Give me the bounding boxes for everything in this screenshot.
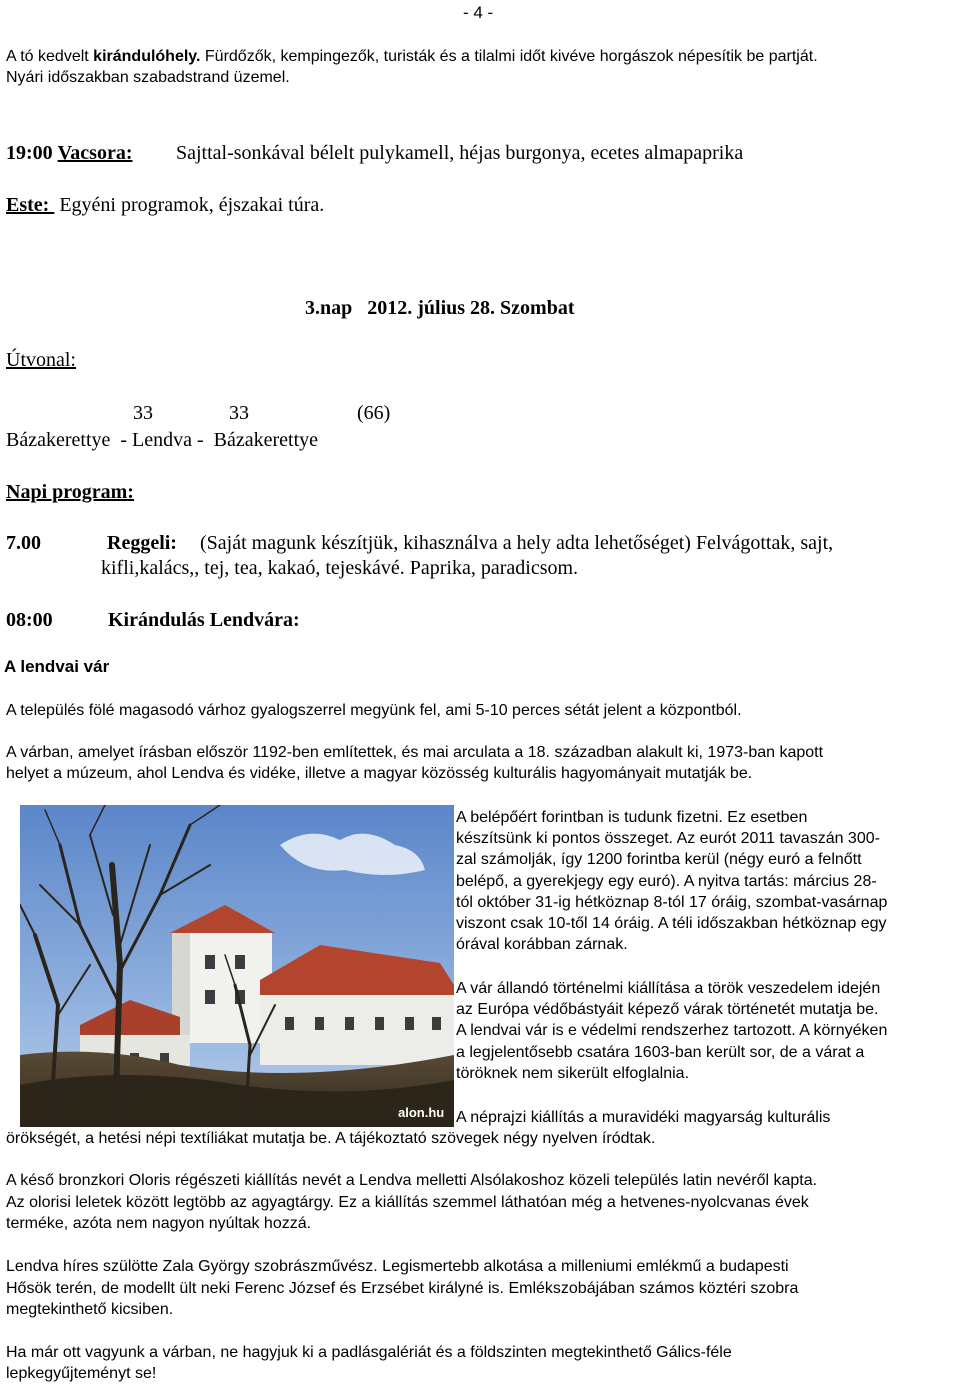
castle-heading: A lendvai vár <box>4 657 110 676</box>
castle-paragraph-1: A település fölé magasodó várhoz gyalogszerrel megyünk fel, ami 5-10 perces sétát jelent a központból. <box>6 702 742 719</box>
intro-rest: Fürdőzők, kempingezők, turisták és a tilalmi időt kivéve horgászok népesítik be partját. <box>200 48 818 65</box>
side-text-1-line: viszont csak 10-től 14 óráig. A téli időszakban hétköznap egy <box>456 915 887 932</box>
breakfast-line-2: kifli,kalács,, tej, tea, kakaó, tejeskávé. Paprika, paradicsom. <box>101 557 579 579</box>
side-text-1-line: zal számolják, így 1200 forintba kerül (négy euró a felnőtt <box>456 851 862 868</box>
route-distance-total: (66) <box>357 402 391 424</box>
oloris-line-2: Az olorisi leletek között legtöbb az agyagtárgy. Ez a kiállítás szemmel láthatóan még a hetvenes-nyolcvanas évek <box>6 1194 809 1211</box>
breakfast-time: 7.00 <box>6 532 41 554</box>
evening-label: Este: <box>6 194 55 216</box>
side-text-2-line: A lendvai vár is e védelmi rendszerhez tartozott. A környéken <box>456 1022 888 1039</box>
side-text-2-line: töröknek nem sikerült elfoglalnia. <box>456 1065 690 1082</box>
zala-line-3: megtekinthető kicsiben. <box>6 1301 174 1318</box>
side-text-1-line: A belépőért forintban is tudunk fizetni. Ez esetben <box>456 809 808 826</box>
evening-row <box>6 193 324 217</box>
page-number: - 4 - <box>463 3 494 22</box>
side-text-1-line: tól október 31-ig hétköznap 8-tól 17 óráig, szombat-vasárnap <box>456 894 888 911</box>
intro-prefix: A tó kedvelt <box>6 48 94 65</box>
side-text-1-line: készítsünk ki pontos összeget. Az eurót 2011 tavaszán 300- <box>456 830 880 847</box>
dinner-text: Sajttal-sonkával bélelt pulykamell, héjas burgonya, ecetes almapaprika <box>176 142 744 164</box>
side-text-2-line: A vár állandó történelmi kiállítása a török veszedelem idején <box>456 980 881 997</box>
side-text-1-line: órával korábban zárnak. <box>456 936 628 953</box>
route-label: Útvonal: <box>6 349 76 371</box>
zala-line-1: Lendva híres szülötte Zala György szobrászművész. Legismertebb alkotása a milleniumi emlékmű a budapesti <box>6 1258 789 1275</box>
oloris-line-3: terméke, azóta nem nagyon nyúltak hozzá. <box>6 1215 312 1232</box>
breakfast-line-1: (Saját magunk készítjük, kihasználva a hely adta lehetőséget) Felvágottak, sajt, <box>200 532 834 554</box>
side-text-2-line: az Európa védőbástyáit képező várak történetét mutatja be. <box>456 1001 879 1018</box>
evening-text: Egyéni programok, éjszakai túra. <box>59 194 325 216</box>
photo-watermark: alon.hu <box>398 1105 445 1120</box>
route-distance-1: 33 <box>133 402 153 424</box>
side-text-1-line: belépő, a gyerekjegy egy euró). A nyitva tartás: március 28- <box>456 873 877 890</box>
route-distance-2: 33 <box>229 402 249 424</box>
side-text-2-line: a legjelentősebb csatára 1603-ban került sor, de a várat a <box>456 1044 865 1061</box>
dinner-time: 19:00 Vacsora: <box>6 142 133 164</box>
day-heading: 3.nap 2012. július 28. Szombat <box>305 297 575 319</box>
intro-bold: kirándulóhely. <box>93 48 201 65</box>
castle-illustration <box>20 805 454 1127</box>
excursion-label: Kirándulás Lendvára: <box>108 609 300 631</box>
dinner-label: Vacsora: <box>57 142 133 164</box>
intro-line-1 <box>6 46 818 67</box>
breakfast-label: Reggeli: <box>107 532 177 554</box>
intro-line-2: Nyári időszakban szabadstrand üzemel. <box>6 69 290 86</box>
excursion-time: 08:00 <box>6 609 53 631</box>
castle-paragraph-2-line-1: A várban, amelyet írásban először 1192-ben említettek, és mai arculata a 18. században alakult ki, 1973-ban kapott <box>6 744 824 761</box>
castle-paragraph-2-line-2: helyet a múzeum, ahol Lendva és vidéke, illetve a magyar közösség kulturális hagyományait mutatják be. <box>6 765 753 782</box>
side-text-3-line: A néprajzi kiállítás a muravidéki magyarság kulturális <box>456 1109 831 1126</box>
castle-photo <box>20 805 454 1127</box>
zala-line-2: Hősök terén, de modellt ült neki Ferenc József és Erzsébet királyné is. Emlékszobájában számos köztéri szobra <box>6 1280 799 1297</box>
program-label: Napi program: <box>6 481 134 503</box>
galics-line-1: Ha már ott vagyunk a várban, ne hagyjuk ki a padlásgalériát és a földszinten megtekinthető Gálics-féle <box>6 1344 732 1361</box>
route-path: Bázakerettye - Lendva - Bázakerettye <box>6 429 319 451</box>
oloris-line-1: A késő bronzkori Oloris régészeti kiállítás nevét a Lendva melletti Alsólakoshoz közeli település latin nevéről kapta. <box>6 1172 818 1189</box>
galics-line-2: lepkegyűjteményt se! <box>6 1365 157 1382</box>
ethno-paragraph-rest: örökségét, a hetési népi textíliákat mutatja be. A tájékoztató szövegek négy nyelven íródtak. <box>6 1130 656 1147</box>
